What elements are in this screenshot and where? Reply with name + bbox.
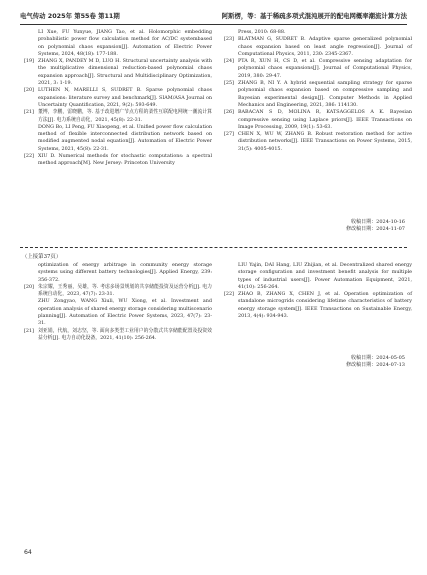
received-date: 收稿日期：2024-05-05 <box>351 355 405 361</box>
reference-entry <box>224 29 412 36</box>
reference-number: [22] <box>224 291 234 298</box>
header-rule <box>20 24 407 25</box>
reference-number: [20] <box>24 87 34 94</box>
reference-entry <box>24 153 212 168</box>
reference-entry <box>224 109 412 131</box>
reference-entry <box>24 124 212 153</box>
reference-text: ZHAO B, ZHANG X, CHEN J, et al. Operation optimization of standalone microgrids considering lifetime characteristics of battery energy storage system[J]. IEEE Transactions on Sustainable Energy, 2013, 4(4): 934-943. <box>238 291 412 320</box>
reference-text: ZHANG X, PANDEY M D, LUO H. Structural uncertainty analysis with the multiplicative dimensional reduction-based polynomial chaos expansion approach[J]. Structural and Multidisciplinary Optimization, 2021, 3: 1-19. <box>38 58 212 87</box>
reference-number: [26] <box>224 109 234 116</box>
reference-text: LIU Yajin, DAI Hang, LIU Zhijian, et al. Decentralized shared energy storage configuration and investment benefit analysis for multiple types of industrial users[J]. Power Automation Equipment, 2021, 41(10): 256-264. <box>238 262 412 290</box>
reference-entry <box>224 131 412 153</box>
reference-text: BLATMAN G, SUDRET B. Adaptive sparse generalized polynomial chaos expansion based on least angle regression[J]. Journal of Computational Physics, 2011, 230: 2345-2367. <box>238 36 412 57</box>
revised-date: 修改稿日期：2024-11-07 <box>346 226 405 233</box>
page-number: 64 <box>24 549 32 556</box>
reference-number: [19] <box>24 58 34 65</box>
reference-entry <box>24 284 212 299</box>
reference-number: [24] <box>224 58 234 65</box>
revised-date: 修改稿日期：2024-07-13 <box>346 362 405 369</box>
reference-number: [20] <box>24 283 34 290</box>
reference-text: DONG Bo, LI Peng, FU Xiaopeng, et al. Unified power flow calculation method of flexible interconnected distribution network based on modified augmented nodal equation[J]. Automation of Electric Power Systems, 2021, 45(8): 22-31. <box>38 123 212 152</box>
reference-entry <box>224 291 412 320</box>
reference-entry <box>24 298 212 327</box>
reference-text: ZHU Zongyao, WANG Xiuli, WU Xiong, et al. Investment and operation analysis of shared energy storage considering multiscenario planning[J]. Automation of Electric Power Systems, 2023, 47(7): 23-31. <box>38 298 212 327</box>
bottom-right-reference-column <box>224 262 412 320</box>
reference-number: [25] <box>224 80 234 87</box>
reference-number: [21] <box>24 109 34 116</box>
reference-entry <box>24 109 212 124</box>
reference-text: Press, 2010: 68-88. <box>238 29 286 35</box>
reference-number: [23] <box>224 36 234 43</box>
top-article-dates <box>346 219 405 233</box>
reference-number: [27] <box>224 131 234 138</box>
reference-entry <box>24 262 212 284</box>
reference-entry <box>224 36 412 58</box>
reference-text: optimization of energy arbitrage in community energy storage systems using different battery technologies[J]. Applied Energy, 239: 356-372. <box>38 262 212 283</box>
top-right-reference-column <box>224 29 412 153</box>
reference-text: BABACAN S D, MOLINA R, KATSAGGELOS A K. Bayesian compressive sensing using Laplace priors[J]. IEEE Transactions on Image Processing, 2009, 19(1): 53-63. <box>238 109 412 130</box>
reference-entry <box>24 58 212 87</box>
reference-entry <box>224 80 412 109</box>
reference-number: [21] <box>24 327 34 334</box>
bottom-left-reference-column <box>24 262 212 342</box>
reference-text: CHEN X, WU W, ZHANG B. Robust restoration method for active distribution networks[J]. IEEE Transactions on Power Systems, 2015, 31(5): 4005-4015. <box>238 131 412 152</box>
reference-text: ZHANG B, NI Y. A hybrid sequential sampling strategy for sparse polynomial chaos expansion based on compressive sampling and Bayesian experimental design[J]. Computer Methods in Applied Mechanics and Engineering, 2021, 386: 114130. <box>238 80 412 108</box>
top-left-reference-column <box>24 29 212 168</box>
reference-entry <box>224 262 412 291</box>
received-date: 收稿日期：2024-10-16 <box>351 219 405 225</box>
running-header <box>20 10 407 24</box>
reference-entry <box>24 328 212 343</box>
reference-text: 董博，李鹏，雷晓鹏，等. 基于改进增广节点方程的柔性互联配电网统一潮流计算方法[J]. 电力系统自动化，2021, 45(8): 22-31. <box>38 109 212 123</box>
continued-from-label: （上接第37页） <box>22 254 62 260</box>
reference-entry <box>24 29 212 58</box>
reference-text: PTA R, XUN H, CS D, et al. Compressive sensing adaptation for polynomial chaos expansions[J]. Journal of Computational Physics, 2019, 380: 29-47. <box>238 58 412 79</box>
reference-text: LI Xue, FU Yunyue, JIANG Tao, et al. Holomorphic embedding probabilistic power flow calculation method for AC/DC systembased on polynomial chaos expansion[J]. Automation of Electric Power Systems, 2024, 48(18): 177-188. <box>38 29 212 57</box>
reference-text: XIU D. Numerical methods for stochastic computations: a spectral method approach[M]. New Jersey: Princeton University <box>38 153 212 167</box>
reference-text: 朱宗耀，王秀丽，吴雄，等. 考虑多场景规划的共享储能投资及运营分析[J]. 电力系统自动化，2023, 47(7): 23-31. <box>38 283 212 298</box>
article-running-title: 阿斯楞，等：基于稀疏多项式混沌展开的配电网概率潮流计算方法 <box>221 12 407 20</box>
reference-entry <box>224 58 412 80</box>
bottom-article-dates <box>346 355 405 369</box>
section-divider-dashed <box>20 247 407 248</box>
reference-number: [22] <box>24 153 34 160</box>
reference-text: LUTHEN N, MARELLI S, SUDRET B. Sparse polynomial chaos expansions: literature survey and benchmark[J]. SIAM/ASA Journal on Uncertainty Quantification, 2021, 9(2): 593-649. <box>38 87 212 108</box>
reference-text: 刘亚娟，代航，刘志坚，等. 面向多类型工业用户的分散式共享储能配置及投资效益分析[J]. 电力自动化设备，2021, 41(10): 256-264. <box>38 327 212 341</box>
journal-issue-label: 电气传动 2025年 第55卷 第11期 <box>20 12 120 20</box>
reference-entry <box>24 87 212 109</box>
